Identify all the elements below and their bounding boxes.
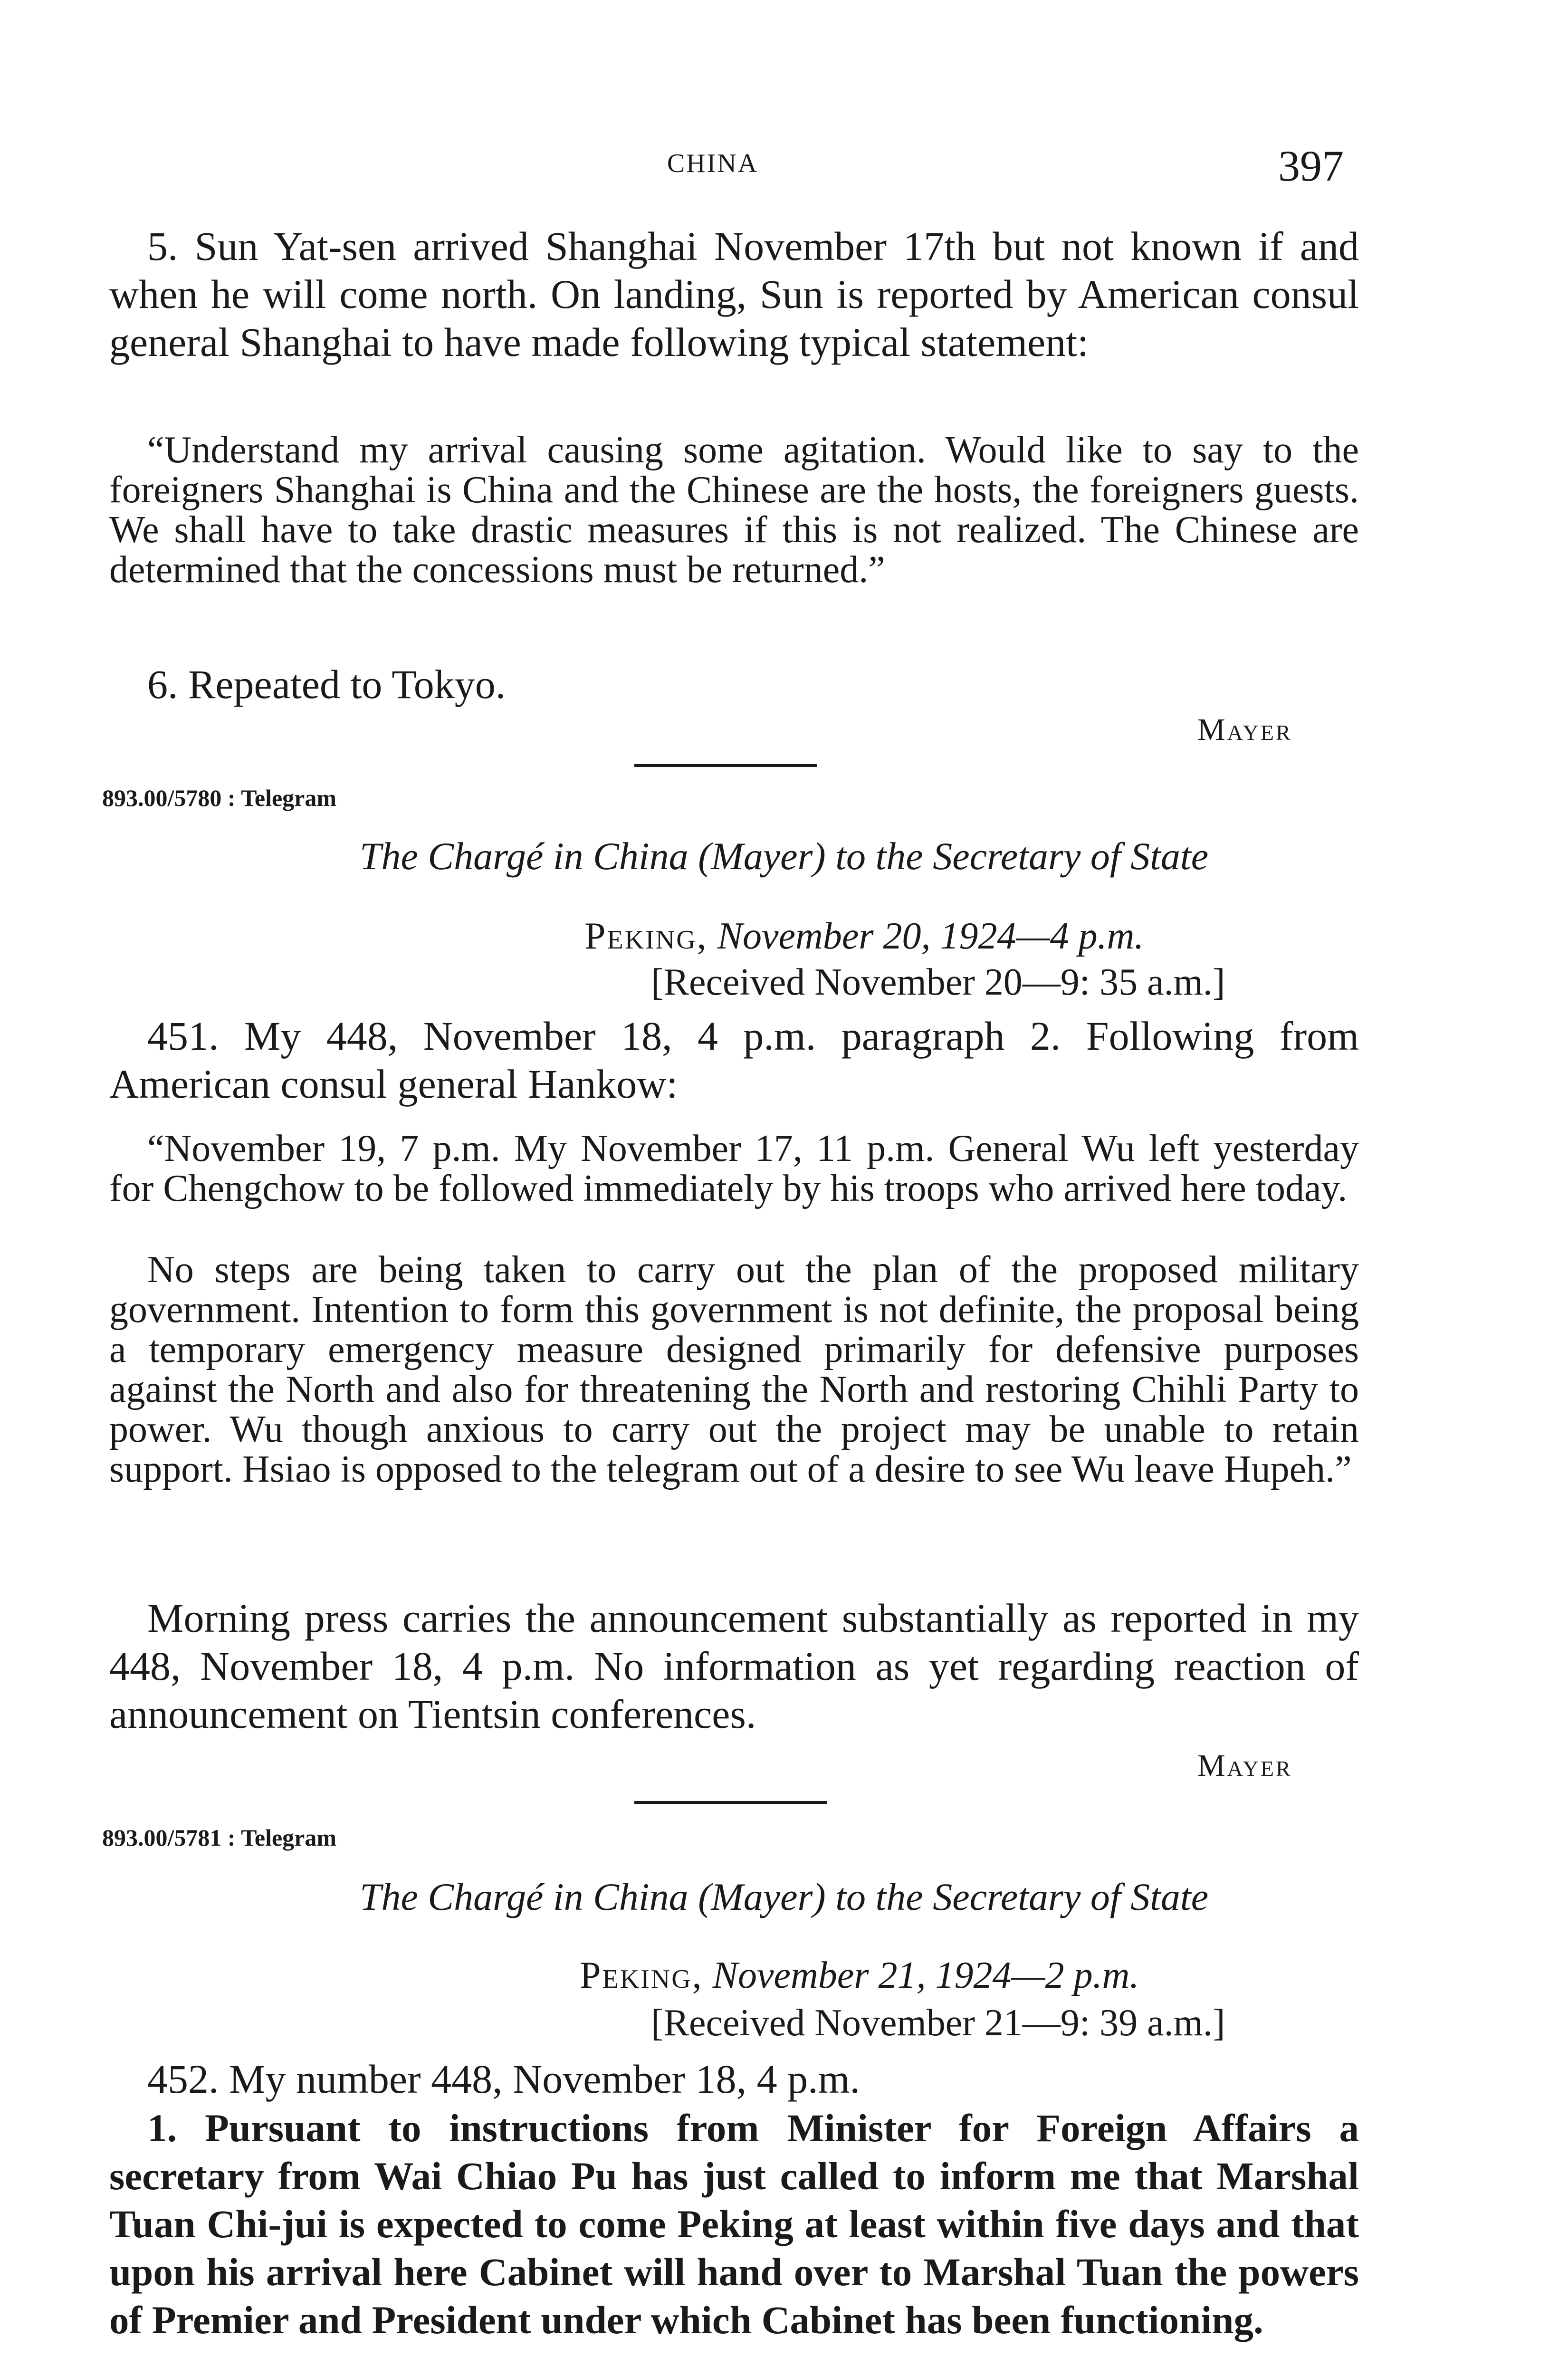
section-divider (634, 764, 817, 767)
section-divider (634, 1801, 827, 1804)
paragraph-1: 1. Pursuant to instructions from Minister for Foreign Affairs a secretary from Wai Chiao Pu has just called to inform me that Marshal Tuan Chi-jui is expected to come Peking at least within five days and that upon his arrival here Cabinet will hand over to Marshal Tuan the powers of Premier and President under which Cabinet has been functioning. (109, 2106, 1359, 2342)
dateline-date: November 20, 1924—4 p.m. (717, 915, 1144, 957)
closing-paragraph: Morning press carries the announcement substantially as reported in my 448, November 18, 4 p.m. No information as yet regarding reaction of announcement on Tientsin conferences. (109, 1595, 1359, 1737)
paragraph-452: 452. My number 448, November 18, 4 p.m. (147, 2056, 860, 2102)
dateline (584, 915, 1144, 958)
received-note: [Received November 20—9: 35 a.m.] (651, 961, 1225, 1003)
dateline-date: November 21, 1924—2 p.m. (712, 1954, 1139, 1996)
document-title: The Chargé in China (Mayer) to the Secretary of State (359, 1875, 1209, 1918)
signature-mayer: Mayer (1197, 1748, 1292, 1783)
document-title: The Chargé in China (Mayer) to the Secretary of State (359, 834, 1209, 878)
signature-mayer: Mayer (1197, 712, 1292, 747)
running-header: CHINA (667, 149, 759, 178)
paragraph-6: 6. Repeated to Tokyo. (147, 661, 506, 707)
paragraph-5: 5. Sun Yat-sen arrived Shanghai November 17th but not known if and when he will come north. On landing, Sun is reported by American consul general Shanghai to have made following typical statement: (109, 223, 1359, 365)
quoted-telegram-part-2: No steps are being taken to carry out the plan of the proposed military government. Intention to form this government is not definite, the proposal being a temporary emergency measure designed primarily for defensive purposes against the North and also for threatening the North and restoring Chihli Party to power. Wu though anxious to carry out the project may be unable to retain support. Hsiao is opposed to the telegram out of a desire to see Wu leave Hupeh.” (109, 1249, 1359, 1490)
page-number: 397 (1278, 142, 1344, 190)
received-note: [Received November 21—9: 39 a.m.] (651, 2002, 1225, 2044)
file-reference: 893.00/5781 : Telegram (102, 1824, 337, 1851)
quoted-statement: “Understand my arrival causing some agitation. Would like to say to the foreigners Shanghai is China and the Chinese are the hosts, the foreigners guests. We shall have to take drastic measures if this is not realized. The Chinese are determined that the concessions must be returned.” (109, 429, 1359, 591)
file-reference: 893.00/5780 : Telegram (102, 785, 337, 811)
paragraph-451: 451. My 448, November 18, 4 p.m. paragraph 2. Following from American consul general Hankow: (109, 1013, 1359, 1107)
dateline (580, 1954, 1139, 1997)
dateline-place: Peking, (580, 1954, 703, 1996)
dateline-place: Peking, (584, 915, 708, 957)
quoted-telegram-part-1: “November 19, 7 p.m. My November 17, 11 p.m. General Wu left yesterday for Chengchow to be followed immediately by his troops who arrived here today. (109, 1128, 1359, 1209)
